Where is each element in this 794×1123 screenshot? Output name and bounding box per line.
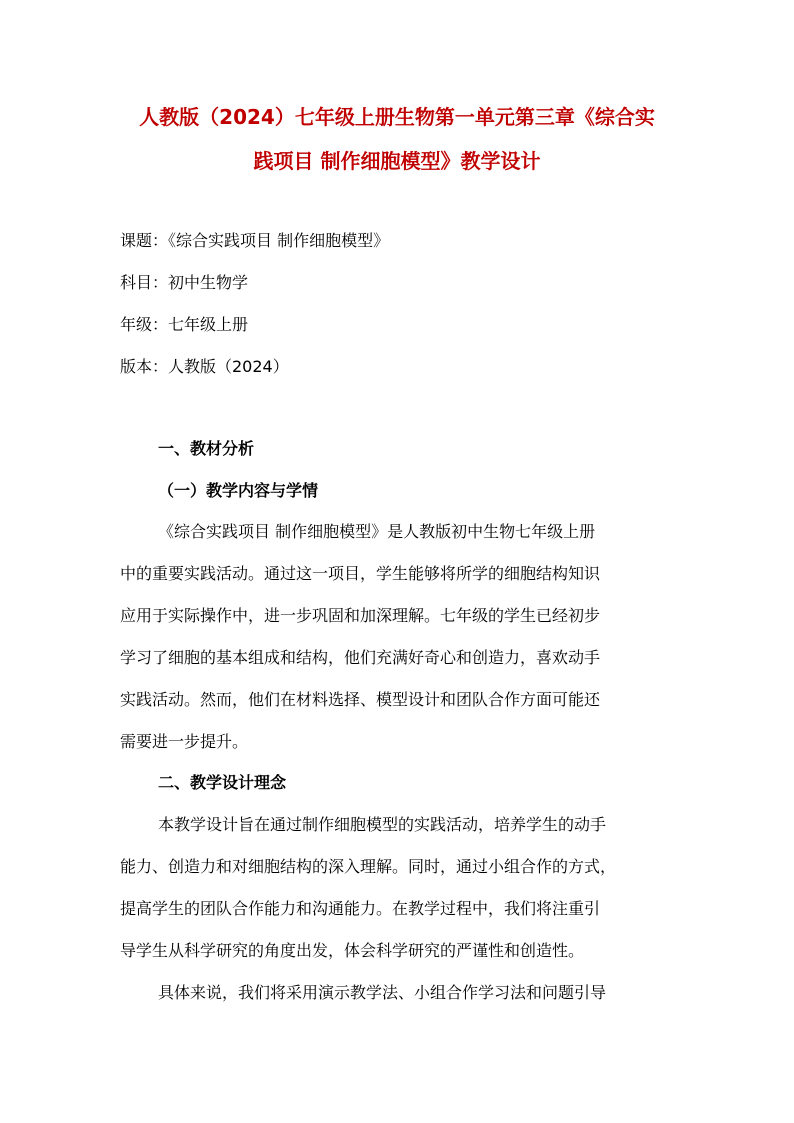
paragraph-line: 应用于实际操作中，进一步巩固和加深理解。七年级的学生已经初步 [120,606,601,625]
paragraph-line: 本教学设计旨在通过制作细胞模型的实践活动，培养学生的动手 [158,815,607,834]
paragraph-line: 《综合实践项目 制作细胞模型》是人教版初中生物七年级上册 [158,522,596,541]
meta-subject: 科目：初中生物学 [120,273,249,292]
paragraph-line: 中的重要实践活动。通过这一项目，学生能够将所学的细胞结构知识 [120,564,601,583]
section-2-heading: 二、教学设计理念 [158,773,287,792]
paragraph-line: 实践活动。然而，他们在材料选择、模型设计和团队合作方面可能还 [120,690,601,709]
section-1-1-heading: （一）教学内容与学情 [158,481,319,500]
paragraph-line: 学习了细胞的基本组成和结构，他们充满好奇心和创造力，喜欢动手 [120,648,601,667]
meta-edition: 版本：人教版（2024） [120,357,289,376]
paragraph-line: 具体来说，我们将采用演示教学法、小组合作学习法和问题引导 [158,983,607,1002]
paragraph-line: 提高学生的团队合作能力和沟通能力。在教学过程中，我们将注重引 [120,899,601,918]
meta-grade: 年级：七年级上册 [120,315,249,334]
document-title-line-1: 人教版（2024）七年级上册生物第一单元第三章《综合实 [139,105,655,129]
section-1-heading: 一、教材分析 [158,439,255,458]
meta-topic: 课题：《综合实践项目 制作细胞模型》 [120,231,390,250]
paragraph-line: 需要进一步提升。 [120,732,249,751]
document-title-line-2: 践项目 制作细胞模型》教学设计 [253,149,541,173]
document-title [100,95,694,183]
paragraph-line: 能力、创造力和对细胞结构的深入理解。同时，通过小组合作的方式， [120,857,617,876]
paragraph-line: 导学生从科学研究的角度出发，体会科学研究的严谨性和创造性。 [120,941,585,960]
